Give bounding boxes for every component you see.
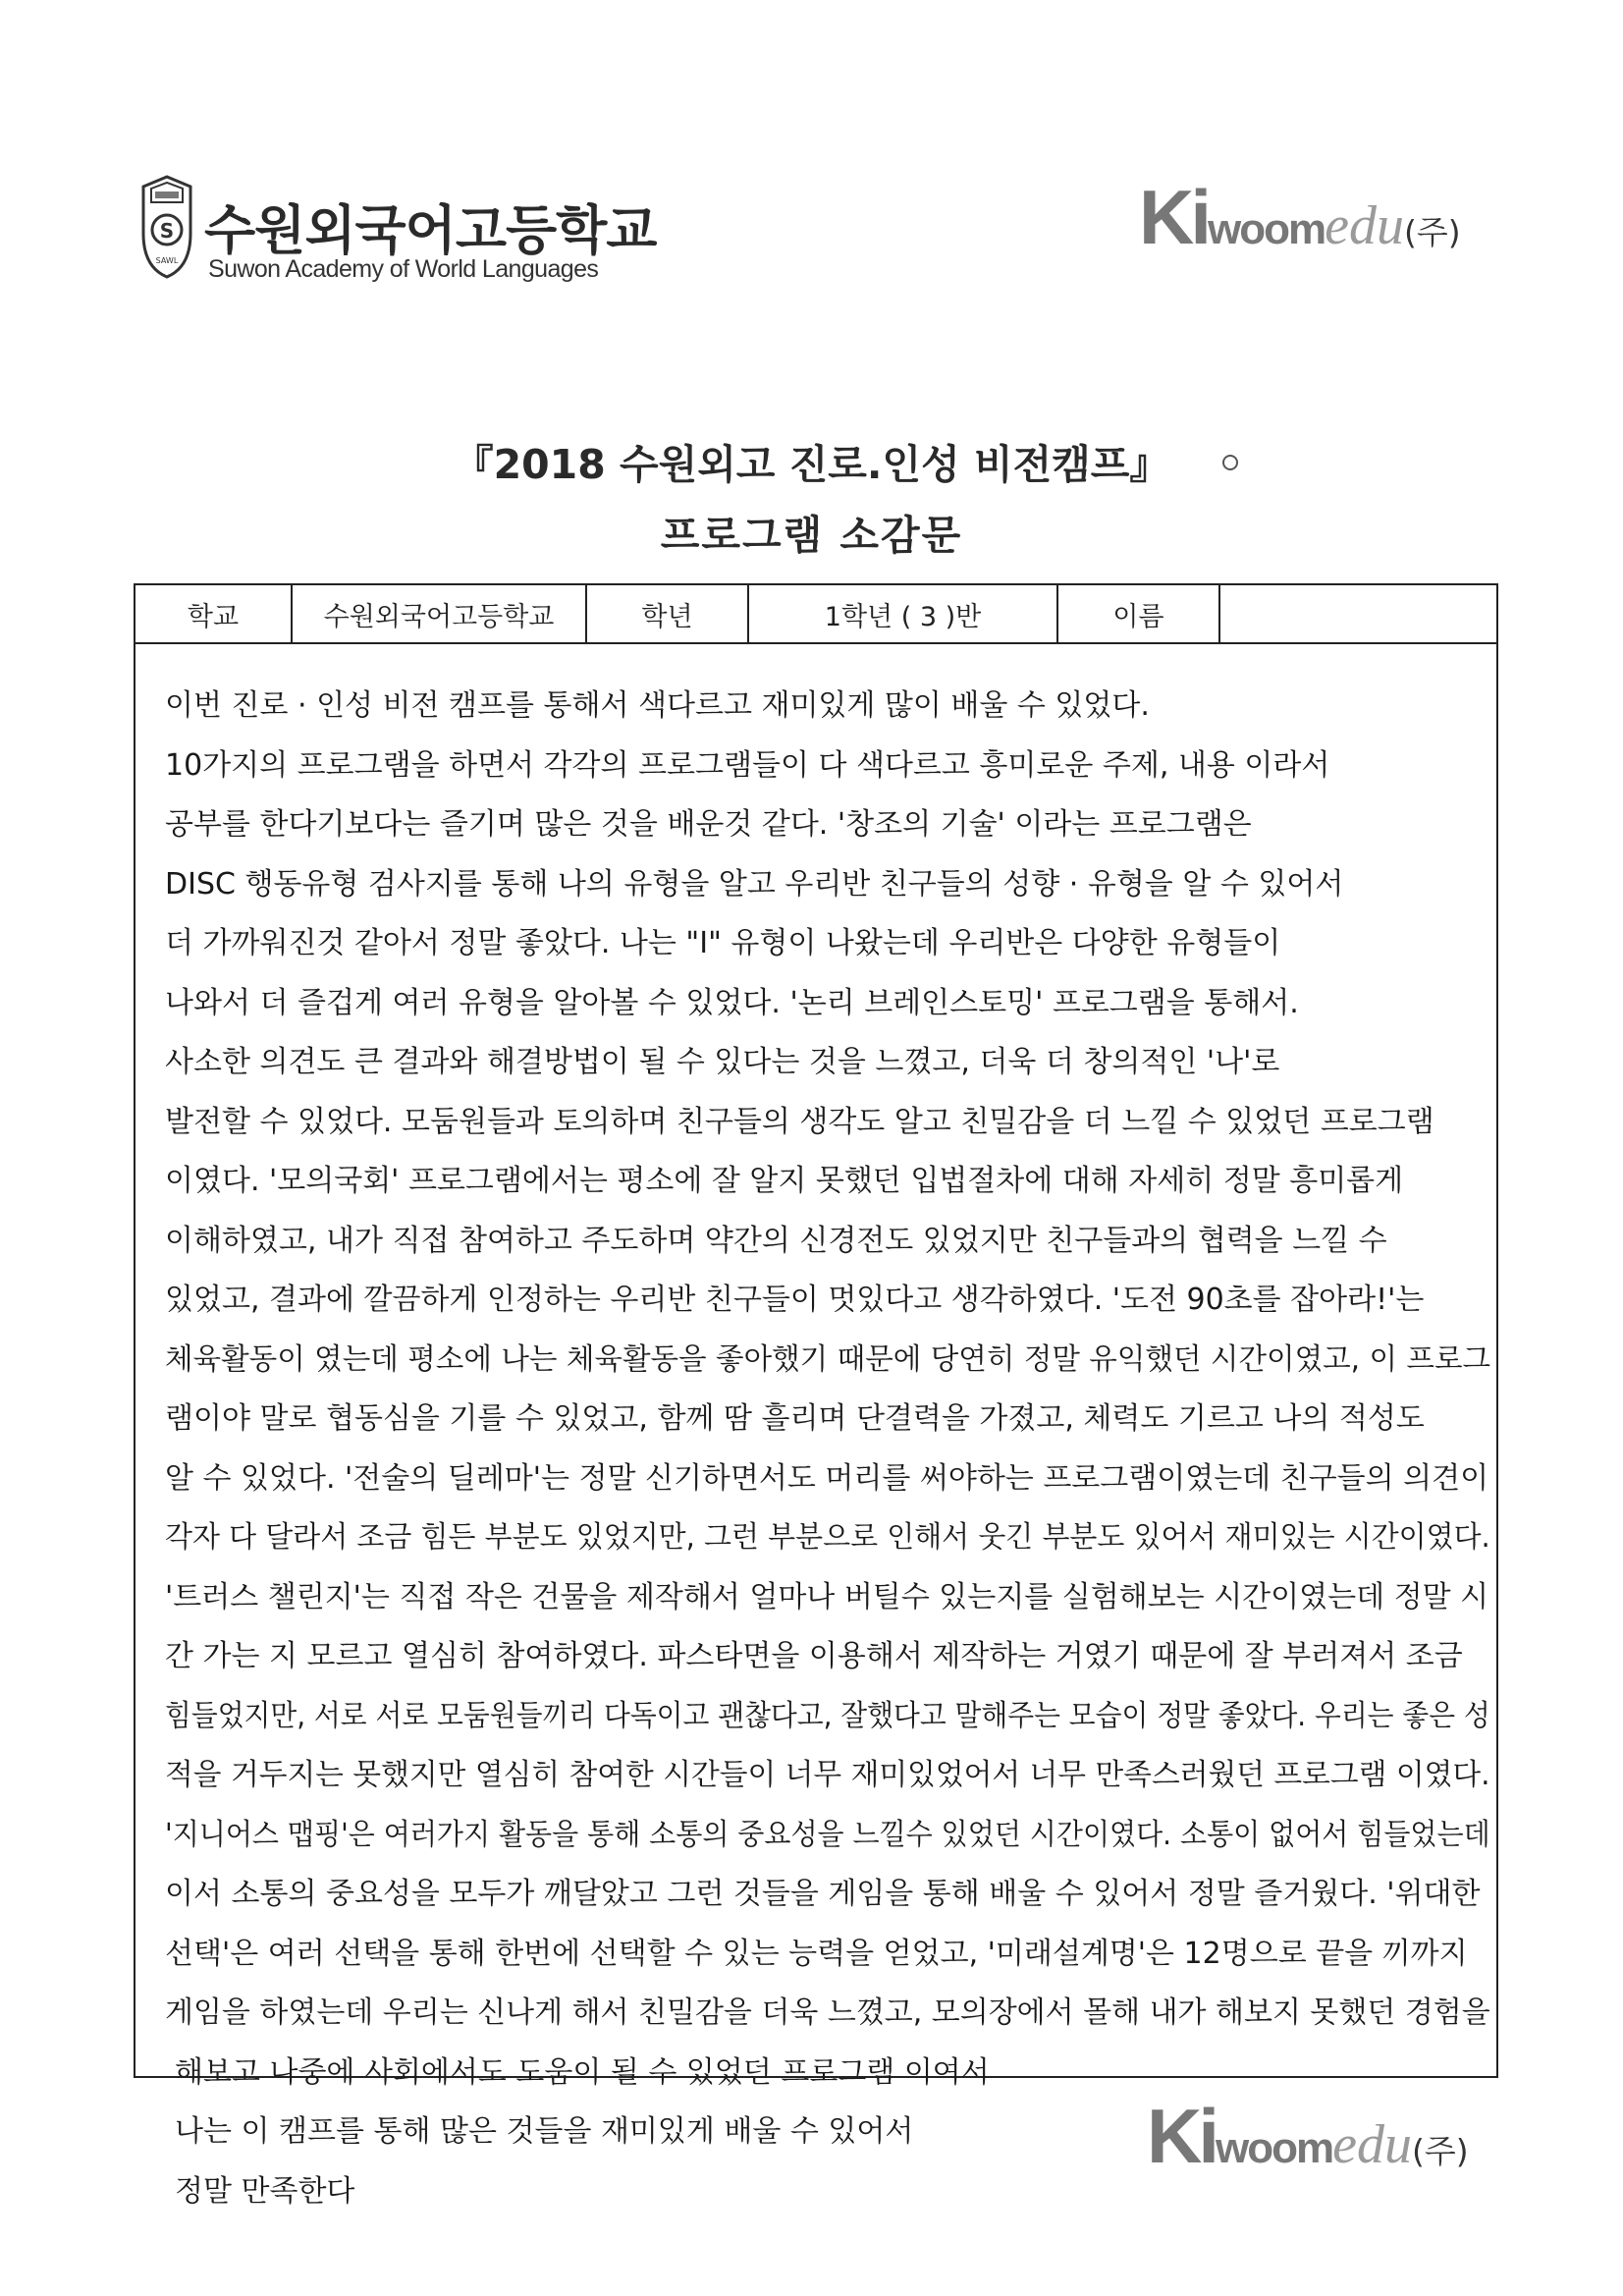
school-value: 수원외국어고등학교 (293, 585, 587, 642)
brand-corp-bottom: (주) (1411, 2132, 1469, 2170)
essay-line: 램이야 말로 협동심을 기를 수 있었고, 함께 땀 흘리며 단결력을 가졌고, 체력도 기르고 나의 적성도 (165, 1401, 1425, 1436)
essay-line: '지니어스 맵핑'은 여러가지 활동을 통해 소통의 중요성을 느낄수 있었던 시간이였다. 소통이 없어서 힘들었는데 (165, 1817, 1490, 1852)
essay-line: 공부를 한다기보다는 즐기며 많은 것을 배운것 같다. '창조의 기술' 이라는 프로그램은 (165, 807, 1252, 842)
essay-line: '트러스 챌린지'는 직접 작은 건물을 제작해서 얼마나 버틸수 있는지를 실험해보는 시간이였는데 정말 시 (165, 1579, 1489, 1614)
essay-line: DISC 행동유형 검사지를 통해 나의 유형을 알고 우리반 친구들의 성향 · 유형을 알 수 있어서 (165, 866, 1344, 902)
brand-corp: (주) (1403, 213, 1461, 251)
essay-line: 이해하였고, 내가 직접 참여하고 주도하며 약간의 신경전도 있었지만 친구들과의 협력을 느낄 수 (165, 1223, 1387, 1258)
brand-ki-bottom: Ki (1147, 2093, 1216, 2179)
name-label: 이름 (1058, 585, 1220, 642)
document-title: 『2018 수원외고 진로.인성 비전캠프』 (453, 441, 1170, 488)
essay-line: 적을 거두지는 못했지만 열심히 참여한 시간들이 너무 재미있었어서 너무 만족스러웠던 프로그램 이였다. (165, 1758, 1490, 1792)
essay-line: 힘들었지만, 서로 서로 모둠원들끼리 다독이고 괜찮다고, 잘했다고 말해주는 모습이 정말 좋았다. 우리는 좋은 성 (165, 1698, 1490, 1733)
essay-line: 나는 이 캠프를 통해 많은 것들을 재미있게 배울 수 있어서 (175, 2114, 914, 2149)
school-logo (130, 165, 657, 302)
grade-value: 1학년 ( 3 )반 (749, 585, 1058, 642)
essay-line: 이였다. '모의국회' 프로그램에서는 평소에 잘 알지 못했던 입법절차에 대해 자세히 정말 흥미롭게 (165, 1164, 1404, 1198)
name-value (1220, 585, 1496, 642)
brand-woom: woom (1208, 205, 1325, 253)
document-subtitle: 프로그램 소감문 (660, 512, 963, 559)
essay-line: 이서 소통의 중요성을 모두가 깨달았고 그런 것들을 게임을 통해 배울 수 있어서 정말 즐거웠다. '위대한 (165, 1877, 1481, 1911)
svg-text:SAWL: SAWL (155, 256, 179, 265)
brand-ki: Ki (1139, 174, 1208, 260)
essay-line: 게임을 하였는데 우리는 신나게 해서 친밀감을 더욱 느꼈고, 모의장에서 몰해 내가 해보지 못했던 경험을 (165, 1995, 1490, 2030)
essay-line: 선택'은 여러 선택을 통해 한번에 선택할 수 있는 능력을 얻었고, '미래설계명'은 12명으로 끝을 끼까지 (165, 1936, 1468, 1971)
brand-edu: edu (1325, 195, 1404, 256)
essay-line: 나와서 더 즐겁게 여러 유형을 알아볼 수 있었다. '논리 브레인스토밍' 프로그램을 통해서. (165, 985, 1299, 1020)
essay-line: 10가지의 프로그램을 하면서 각각의 프로그램들이 다 색다르고 흥미로운 주제, 내용 이라서 (165, 747, 1330, 783)
essay-line: 알 수 있었다. '전술의 딜레마'는 정말 신기하면서도 머리를 써야하는 프로그램이였는데 친구들의 의견이 (165, 1460, 1489, 1496)
essay-line: 이번 진로 · 인성 비전 캠프를 통해서 색다르고 재미있게 많이 배울 수 있었다. (165, 688, 1150, 723)
essay-line: 사소한 의견도 큰 결과와 해결방법이 될 수 있다는 것을 느꼈고, 더욱 더 창의적인 '나'로 (165, 1045, 1280, 1079)
grade-label: 학년 (587, 585, 749, 642)
essay-line: 정말 만족한다 (175, 2173, 355, 2209)
title-mark-icon (1222, 455, 1238, 470)
school-label: 학교 (135, 585, 293, 642)
essay-line: 간 가는 지 모르고 열심히 참여하였다. 파스타면을 이용해서 제작하는 거였기 때문에 잘 부러져서 조금 (165, 1639, 1463, 1673)
essay-line: 발전할 수 있었다. 모둠원들과 토의하며 친구들의 생각도 알고 친밀감을 더 느낄 수 있었던 프로그램 (165, 1104, 1434, 1139)
school-emblem-icon (137, 173, 196, 281)
school-name-ko: 수원외국어고등학교 (204, 199, 657, 261)
essay-line: 있었고, 결과에 깔끔하게 인정하는 우리반 친구들이 멋있다고 생각하였다. '도전 90초를 잡아라!'는 (165, 1283, 1425, 1317)
brand-woom-bottom: woom (1216, 2124, 1333, 2172)
svg-text:S: S (159, 219, 175, 243)
essay-line: 체육활동이 였는데 평소에 나는 체육활동을 좋아했기 때문에 당연히 정말 유익했던 시간이였고, 이 프로그 (165, 1341, 1491, 1377)
essay-line: 해보고 나중에 사회에서도 도움이 될 수 있었던 프로그램 이여서 (175, 2054, 990, 2090)
school-name-en: Suwon Academy of World Languages (208, 255, 599, 283)
kiwoom-edu-logo (1139, 173, 1461, 262)
essay-line: 각자 다 달라서 조금 힘든 부분도 있었지만, 그런 부분으로 인해서 웃긴 부분도 있어서 재미있는 시간이였다. (165, 1520, 1490, 1555)
brand-edu-bottom: edu (1332, 2114, 1412, 2175)
kiwoom-edu-logo-bottom (1147, 2092, 1469, 2181)
student-info-table (134, 583, 1498, 644)
essay-line: 더 가까워진것 같아서 정말 좋았다. 나는 "I" 유형이 나왔는데 우리반은 다양한 유형들이 (165, 926, 1281, 960)
